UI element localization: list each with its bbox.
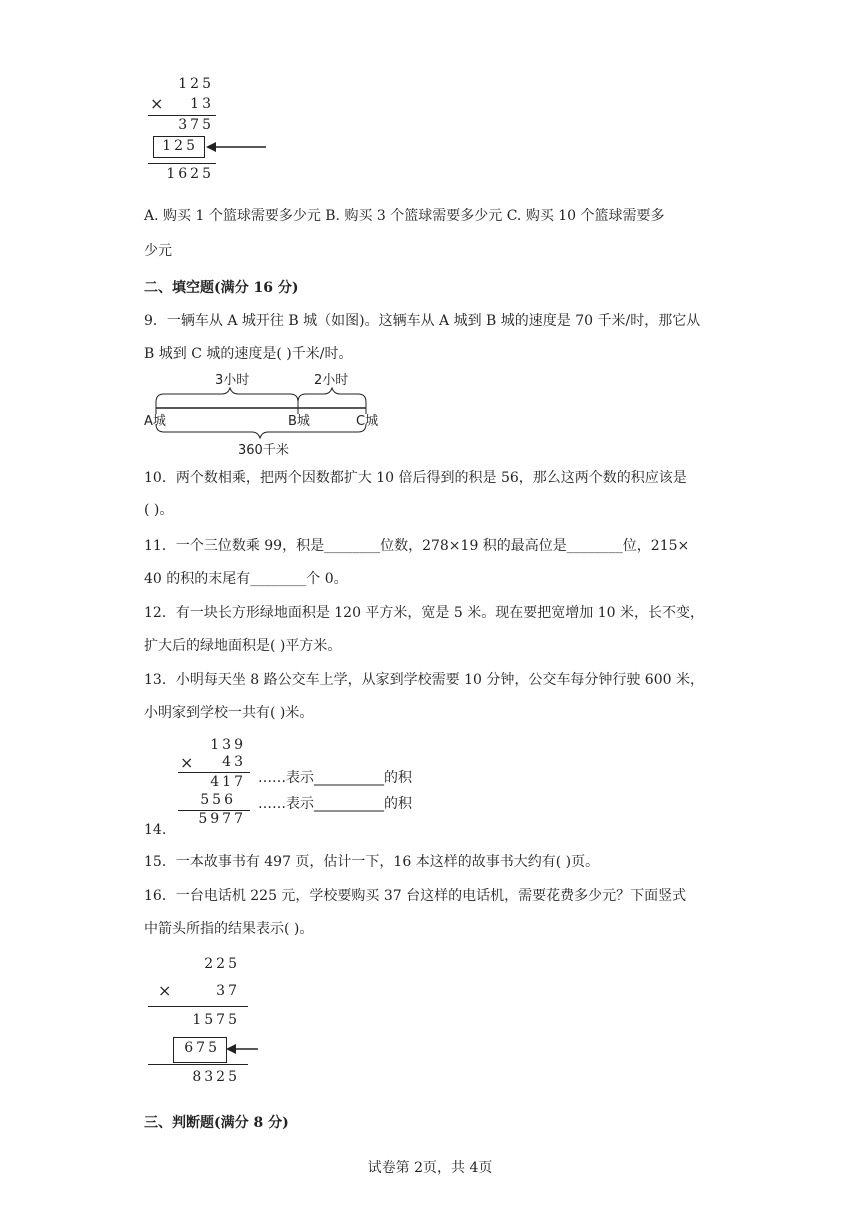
multiplier: 37 [216, 983, 240, 999]
page-footer: 试卷第 2页，共 4页 [367, 1160, 493, 1176]
q13-line2: 小明家到学校一共有( )米。 [144, 705, 314, 721]
city-b-label: B城 [288, 414, 310, 429]
q13-line1: 13．小明每天坐 8 路公交车上学，从家到学校需要 10 分钟，公交车每分钟行驶 600 米， [144, 672, 704, 688]
times-sign: × [150, 94, 164, 113]
q16-line1: 16．一台电话机 225 元，学校要购买 37 台这样的电话机，需要花费多少元？下面竖式 [144, 888, 687, 904]
arrow-left-icon [226, 1042, 260, 1056]
partial-note-1: ……表示__________的积 [258, 770, 412, 786]
section-heading-true-false: 三、判断题(满分 8 分) [144, 1115, 289, 1131]
rule [148, 115, 216, 116]
partial-product-2: 556 [200, 792, 236, 808]
distance-diagram [140, 368, 390, 458]
city-c-label: C城 [356, 414, 379, 429]
partial-product-1: 417 [210, 774, 246, 790]
partial-product-1: 1575 [192, 1012, 240, 1028]
brace-ac [156, 424, 366, 438]
time-label-bc: 2小时 [314, 373, 349, 388]
multiplicand: 225 [204, 956, 240, 972]
multiplier: 43 [222, 754, 246, 770]
multiplier: 13 [190, 96, 214, 112]
q16-line2: 中箭头所指的结果表示( )。 [144, 921, 314, 937]
multiplicand: 125 [178, 76, 214, 92]
distance-label: 360千米 [238, 443, 289, 458]
brace-ab [156, 388, 298, 402]
q14-number: 14. [144, 822, 167, 838]
partial-product-2: 125 [162, 138, 198, 154]
rule [148, 1064, 248, 1065]
partial-product-2: 675 [184, 1040, 220, 1056]
q8-options-line1: A. 购买 1 个篮球需要多少元 B. 购买 3 个篮球需要多少元 C. 购买 10 个篮球需要多 [144, 208, 665, 224]
partial-note-2: ……表示__________的积 [258, 796, 412, 812]
partial-product-1: 375 [178, 117, 214, 133]
product: 5977 [198, 811, 246, 827]
section-heading-fill-in: 二、填空题(满分 16 分) [144, 280, 299, 296]
q12-line1: 12．有一块长方形绿地面积是 120 平方米，宽是 5 米。现在要把宽增加 10 米，长不变， [144, 605, 704, 621]
q11-line1: 11．一个三位数乘 99，积是________位数，278×19 积的最高位是________位，215× [144, 538, 690, 554]
q10-line2: ( )。 [144, 502, 174, 518]
arrow-left-icon [206, 140, 268, 154]
q9-line2: B 城到 C 城的速度是( )千米/时。 [144, 346, 353, 362]
multiplicand: 139 [210, 737, 246, 753]
time-label-ab: 3小时 [215, 373, 250, 388]
times-sign: × [158, 981, 172, 1000]
product: 8325 [192, 1069, 240, 1085]
brace-bc [298, 388, 366, 402]
rule [148, 1006, 248, 1007]
rule [148, 163, 216, 164]
q8-options-line2: 少元 [144, 243, 172, 259]
city-a-label: A城 [144, 414, 166, 429]
rule [178, 772, 250, 773]
times-sign: × [180, 753, 194, 772]
product: 1625 [166, 166, 214, 182]
q12-line2: 扩大后的绿地面积是( )平方米。 [144, 638, 342, 654]
q15: 15．一本故事书有 497 页，估计一下，16 本这样的故事书大约有( )页。 [144, 854, 600, 870]
q10-line1: 10．两个数相乘，把两个因数都扩大 10 倍后得到的积是 56，那么这两个数的积应该是 [144, 470, 687, 486]
q9-line1: 9．一辆车从 A 城开往 B 城（如图)。这辆车从 A 城到 B 城的速度是 70 千米/时，那它从 [144, 313, 701, 329]
q11-line2: 40 的积的末尾有________个 0。 [144, 571, 348, 587]
